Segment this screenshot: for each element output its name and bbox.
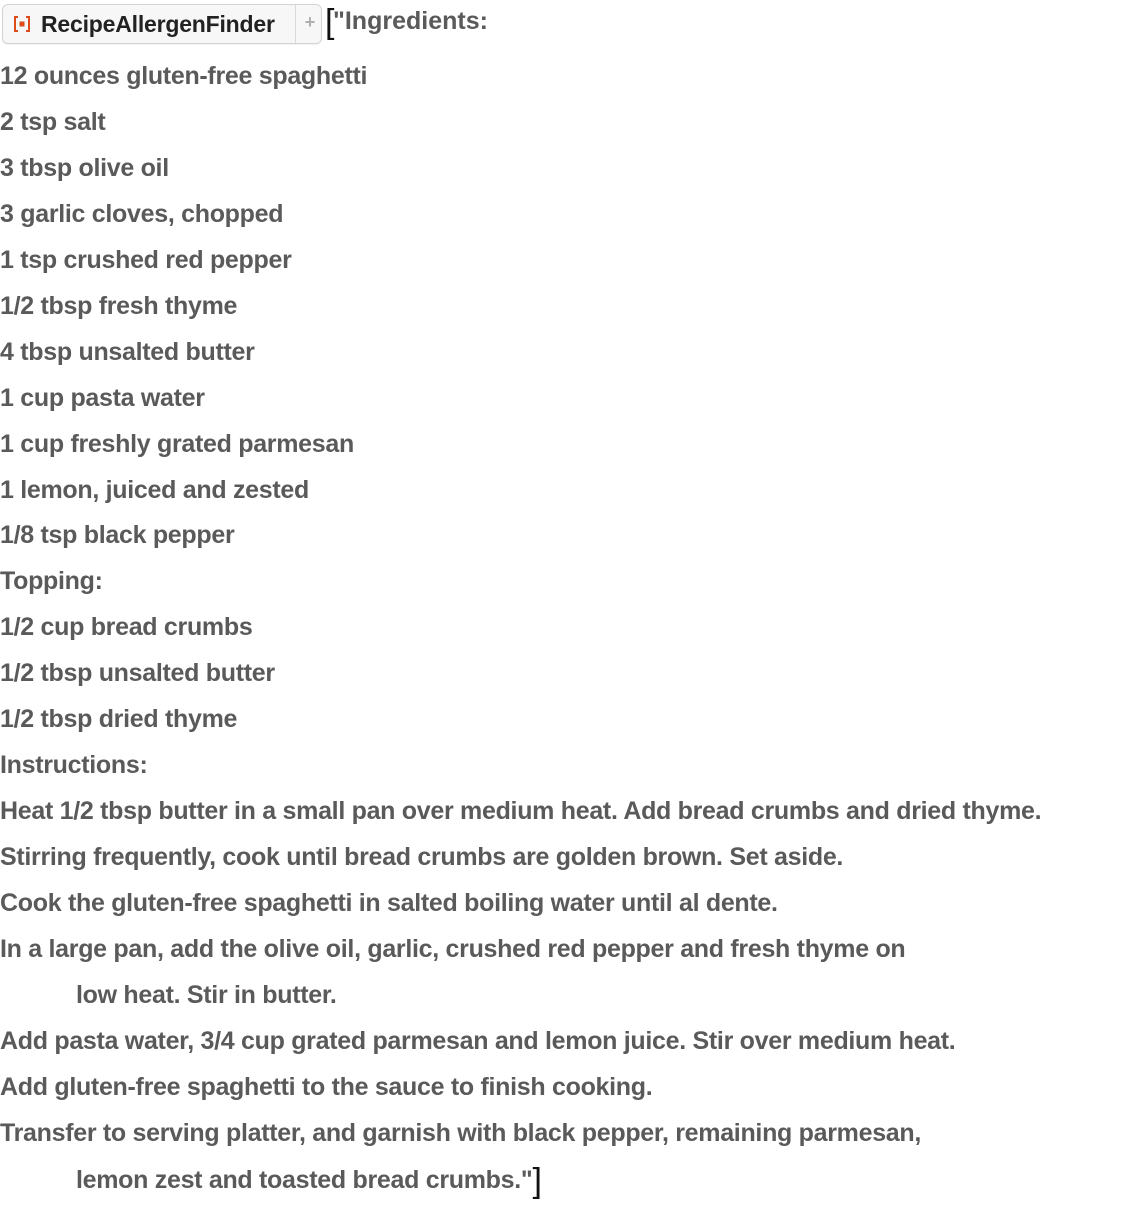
recipe-line: 1 cup freshly grated parmesan	[0, 430, 354, 458]
recipe-line: 1 tsp crushed red pepper	[0, 246, 292, 274]
recipe-line: 1 lemon, juiced and zested	[0, 476, 309, 504]
recipe-line: Ingredients:	[344, 7, 488, 35]
recipe-line: 1/2 tbsp fresh thyme	[0, 292, 238, 320]
expand-plus-icon[interactable]: +	[304, 12, 316, 32]
recipe-line: Add gluten-free spaghetti to the sauce to finish cooking.	[0, 1073, 653, 1101]
recipe-line: 3 garlic cloves, chopped	[0, 200, 284, 228]
open-quote: "	[333, 7, 345, 35]
recipe-line: Stirring frequently, cook until bread crumbs are golden brown. Set aside.	[0, 843, 844, 871]
recipe-section-heading: Topping:	[0, 567, 103, 595]
recipe-line: 4 tbsp unsalted butter	[0, 338, 255, 366]
recipe-section-heading: Instructions:	[0, 751, 148, 779]
recipe-line-continuation: low heat. Stir in butter.	[76, 981, 337, 1009]
recipe-line: Heat 1/2 tbsp butter in a small pan over medium heat. Add bread crumbs and dried thyme.	[0, 797, 1042, 825]
recipe-line: Transfer to serving platter, and garnish with black pepper, remaining parmesan,	[0, 1119, 922, 1147]
recipe-line: Cook the gluten-free spaghetti in salted boiling water until al dente.	[0, 889, 778, 917]
wolfram-resource-icon	[11, 13, 33, 35]
recipe-line-final	[76, 1162, 542, 1200]
recipe-line-continuation: lemon zest and toasted bread crumbs.	[76, 1166, 521, 1194]
recipe-line: 12 ounces gluten-free spaghetti	[0, 62, 368, 90]
recipe-line: In a large pan, add the olive oil, garlic, crushed red pepper and fresh thyme on	[0, 935, 906, 963]
recipe-line: 1/2 cup bread crumbs	[0, 613, 253, 641]
close-bracket: ]	[532, 1162, 542, 1200]
resource-function-name: RecipeAllergenFinder	[41, 10, 275, 37]
resource-box-divider	[295, 5, 296, 43]
string-line-ingredients-header	[333, 6, 488, 36]
close-quote: "	[520, 1166, 533, 1194]
recipe-line: 1/2 tbsp unsalted butter	[0, 659, 275, 687]
recipe-line: 1 cup pasta water	[0, 384, 205, 412]
open-bracket: [	[325, 3, 335, 41]
recipe-line: 2 tsp salt	[0, 108, 106, 136]
recipe-line: 1/2 tbsp dried thyme	[0, 705, 238, 733]
recipe-line: Add pasta water, 3/4 cup grated parmesan and lemon juice. Stir over medium heat.	[0, 1027, 956, 1055]
recipe-line: 1/8 tsp black pepper	[0, 521, 235, 549]
resource-function-box[interactable]	[2, 4, 322, 44]
recipe-line: 3 tbsp olive oil	[0, 154, 169, 182]
